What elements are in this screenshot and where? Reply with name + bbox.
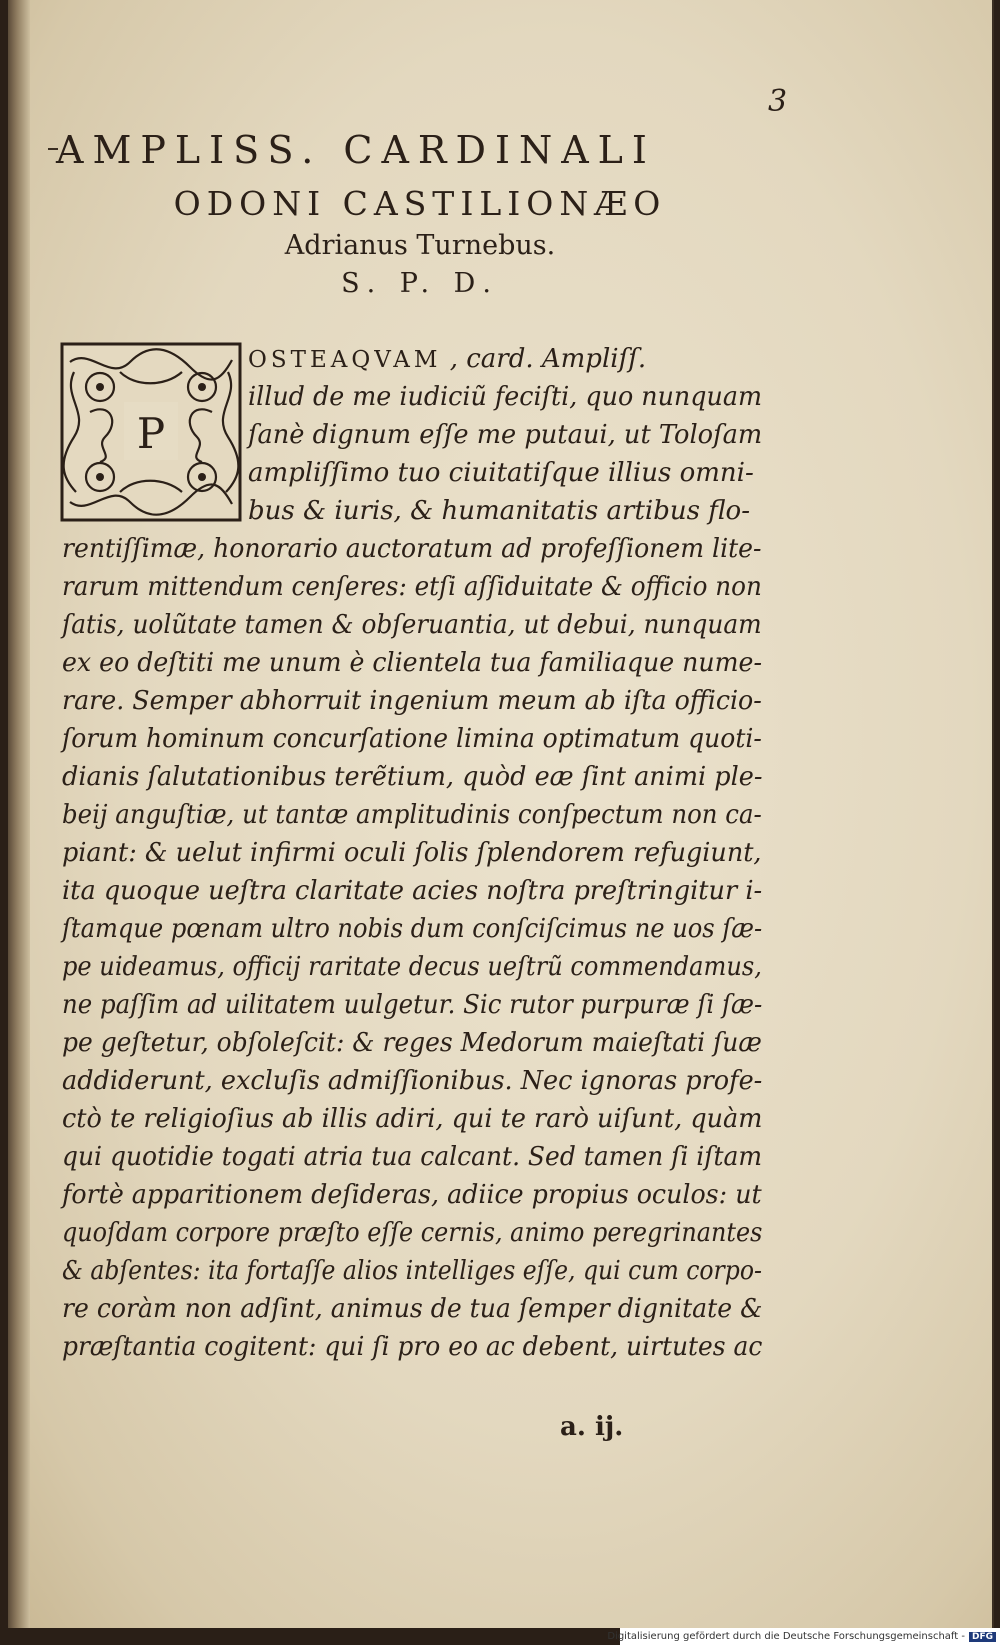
- text-line-20: addiderunt, excluſis admiſſionibus. Nec ignoras profe-: [62, 1066, 763, 1096]
- text-line-24: quoſdam corpore præſto eſſe cernis, animo peregrinantes: [62, 1218, 763, 1248]
- text-line-14: piant: & uelut infirmi oculi ſolis ſplendorem refugiunt,: [62, 838, 762, 868]
- text-line-3: ſanè dignum eſſe me putaui, ut Toloſam: [248, 420, 763, 450]
- text-line-11: ſorum hominum concurſatione limina optimatum quoti-: [62, 724, 762, 754]
- text-line-27: præſtantia cogitent: qui ſi pro eo ac debent, uirtutes ac: [62, 1332, 763, 1362]
- page-number: 3: [768, 84, 788, 119]
- decorated-initial: [60, 342, 242, 522]
- text-line-21: ctò te religioſius ab illis adiri, qui te rarò uiſunt, quàm: [62, 1104, 763, 1134]
- text-line-22: qui quotidie togati atria tua calcant. Sed tamen ſi iſtam: [62, 1142, 763, 1172]
- text-line-1: [248, 346, 646, 372]
- text-line-25: & abſentes: ita fortaſſe alios intelliges eſſe, qui cum corpo-: [62, 1256, 762, 1286]
- text-line-16: ſtamque pœnam ultro nobis dum conſciſcimus ne uos ſæ-: [62, 914, 763, 944]
- text-line-17: pe uideamus, officij raritate decus ueſtrũ commendamus,: [62, 952, 762, 982]
- text-line-8: ſatis, uolũtate tamen & obſeruantia, ut debui, nunquam: [62, 610, 762, 640]
- heading-line-1: AMPLISS. CARDINALI: [56, 128, 656, 172]
- text-line-23: fortè apparitionem deſideras, adiice propius oculos: ut: [62, 1180, 762, 1210]
- text-line-12: dianis ſalutationibus terẽtium, quòd eæ ſint animi ple-: [62, 762, 763, 792]
- heading-line-4: S. P. D.: [341, 268, 499, 299]
- dfg-logo: DFG: [969, 1632, 996, 1642]
- text-line-2: illud de me iudiciũ feciſti, quo nunquam: [248, 382, 762, 412]
- credit-text: Digitalisierung gefördert durch die Deutsche Forschungsgemeinschaft -: [607, 1631, 965, 1642]
- text-line-7: rarum mittendum cenſeres: etſi aſſiduitate & officio non: [62, 572, 762, 602]
- text-line-19: pe geſtetur, obſoleſcit: & reges Medorum maieſtati ſuæ: [62, 1028, 762, 1058]
- first-line-caps: OSTEAQVAM: [248, 347, 442, 373]
- signature-mark: a. ij.: [560, 1412, 624, 1442]
- text-line-1-rest: , card. Ampliſſ.: [449, 344, 647, 374]
- digitization-credit: [607, 1628, 1000, 1645]
- text-line-4: ampliſſimo tuo ciuitatiſque illius omni-: [248, 458, 754, 488]
- page-gutter-shadow: [8, 0, 30, 1628]
- ornament-frame-icon: [60, 342, 242, 522]
- text-line-9: ex eo deſtiti me unum è clientela tua familiaque nume-: [62, 648, 762, 678]
- heading-line-2: ODONI CASTILIONÆO: [173, 184, 667, 223]
- initial-letter: P: [136, 409, 166, 458]
- text-line-18: ne paſſim ad uilitatem uulgetur. Sic rutor purpuræ ſi ſæ-: [62, 990, 763, 1020]
- text-line-26: re coràm non adſint, animus de tua ſemper dignitate &: [62, 1294, 763, 1324]
- text-line-5: bus & iuris, & humanitatis artibus flo-: [248, 496, 750, 526]
- text-line-10: rare. Semper abhorruit ingenium meum ab iſta officio-: [62, 686, 762, 716]
- text-line-6: rentiſſimæ, honorario auctoratum ad profeſſionem lite-: [62, 534, 762, 564]
- heading-line-3: Adrianus Turnebus.: [284, 230, 556, 261]
- text-line-13: beij anguſtiæ, ut tantæ amplitudinis conſpectum non ca-: [62, 800, 762, 830]
- text-line-15: ita quoque ueſtra claritate acies noſtra preſtringitur i-: [62, 876, 763, 906]
